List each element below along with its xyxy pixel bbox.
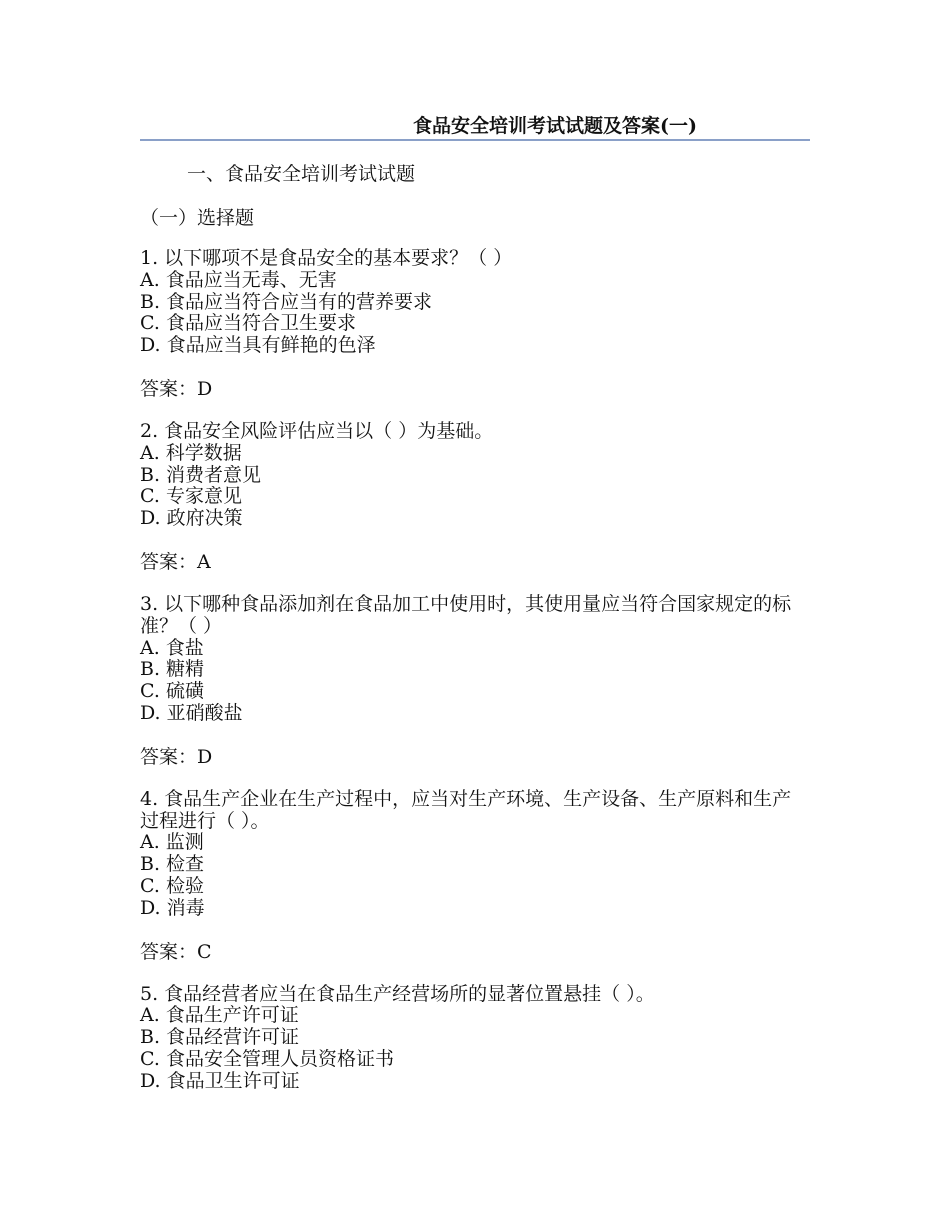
option-c: C. 专家意见 [140,485,242,508]
question-2 [140,421,810,573]
option-b: B. 检查 [140,853,205,876]
question-text: 3. 以下哪种食品添加剂在食品加工中使用时，其使用量应当符合国家规定的标准？（ ） [140,592,792,637]
option-b: B. 食品应当符合应当有的营养要求 [140,290,433,313]
option-c: C. 食品应当符合卫生要求 [140,312,356,335]
question-list [140,248,810,1114]
option-c: C. 食品安全管理人员资格证书 [140,1047,394,1070]
question-3 [140,594,810,768]
option-c: C. 硫磺 [140,680,204,703]
option-d: D. 政府决策 [140,507,243,530]
subsection-heading: （一）选择题 [140,207,255,229]
question-text: 1. 以下哪项不是食品安全的基本要求？（ ） [140,247,513,269]
option-b: B. 糖精 [140,658,205,681]
question-5 [140,984,810,1093]
option-d: D. 食品卫生许可证 [140,1069,300,1092]
option-a: A. 食品应当无毒、无害 [140,268,337,291]
section-heading: 一、食品安全培训考试试题 [187,163,416,185]
option-a: A. 食品生产许可证 [140,1004,299,1027]
option-d: D. 亚硝酸盐 [140,701,243,724]
option-d: D. 消毒 [140,896,205,919]
question-text: 5. 食品经营者应当在食品生产经营场所的显著位置悬挂（ ）。 [140,982,655,1005]
answer: 答案：A [140,550,211,573]
answer: 答案：C [140,940,212,963]
option-d: D. 食品应当具有鲜艳的色泽 [140,334,376,357]
option-b: B. 消费者意见 [140,463,262,486]
answer: 答案：D [140,377,213,400]
document-title: 食品安全培训考试试题及答案(一) [413,115,697,137]
option-a: A. 监测 [140,831,204,854]
title-underline [140,139,810,141]
option-a: A. 科学数据 [140,441,242,464]
question-text: 4. 食品生产企业在生产过程中，应当对生产环境、生产设备、生产原料和生产过程进行（ ）。 [140,787,792,832]
option-b: B. 食品经营许可证 [140,1026,300,1049]
option-a: A. 食盐 [140,636,204,659]
question-1 [140,248,810,400]
option-c: C. 检验 [140,874,204,897]
question-text: 2. 食品安全风险评估应当以（ ）为基础。 [140,419,494,442]
answer: 答案：D [140,745,213,768]
question-4 [140,789,810,963]
